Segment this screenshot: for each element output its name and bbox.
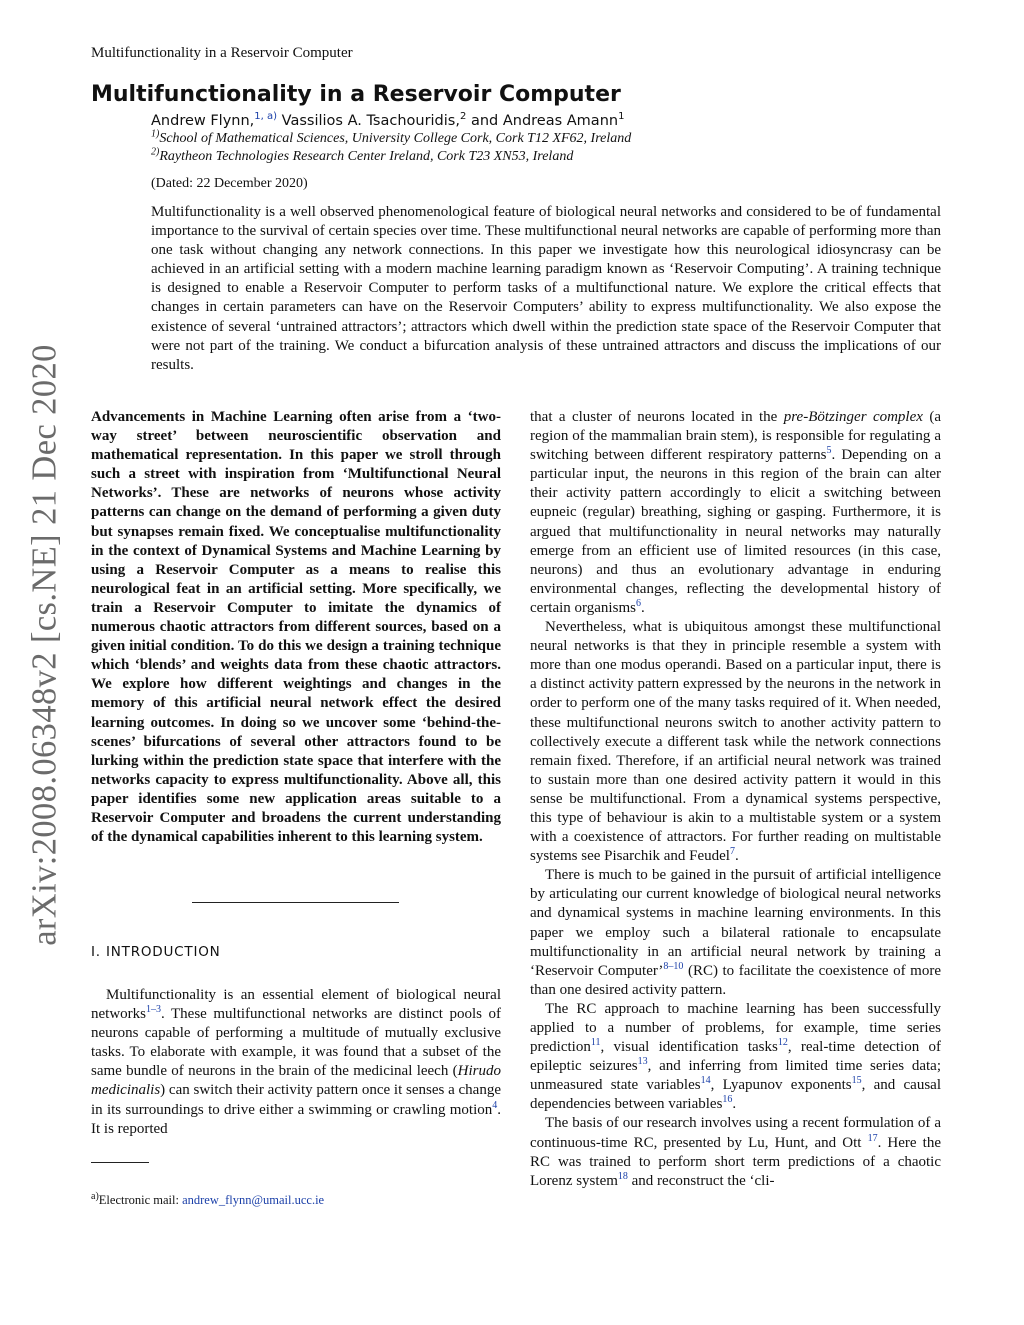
section-heading-introduction: I. INTRODUCTION — [91, 944, 221, 960]
section-divider — [192, 902, 399, 903]
citation-link[interactable]: 11 — [590, 1037, 601, 1049]
text-run: (a region of the mammalian brain stem), is responsible for regulating a switching between different respiratory patterns — [530, 409, 941, 464]
email-link[interactable]: andrew_flynn@umail.ucc.ie — [182, 1193, 325, 1207]
author-affiliation-marker: 2 — [459, 111, 467, 123]
running-head: Multifunctionality in a Reservoir Computer — [91, 45, 353, 61]
citation-link[interactable]: 7 — [729, 846, 735, 858]
affiliation-2 — [151, 146, 574, 165]
citation-link[interactable]: 13 — [637, 1056, 648, 1068]
footnote-label: Electronic mail: — [98, 1193, 183, 1207]
affiliation-text: School of Mathematical Sciences, University College Cork, Cork T12 XF62, Ireland — [159, 131, 632, 146]
citation-link[interactable]: 16 — [722, 1094, 733, 1106]
text-run: . — [734, 848, 739, 865]
citation-link[interactable]: 6 — [635, 597, 641, 609]
text-run: . These multifunctional networks are distinct pools of neurons capable of performing a multitude of mutually exclusive tasks. To elaborate with example, it was found that a subset of the same bundle of neurons in the brain of the medicinal leech ( — [91, 1006, 501, 1080]
author-affiliation-marker: 1 — [618, 111, 625, 123]
author-name: Andrew Flynn, — [151, 113, 255, 129]
affiliation-1 — [151, 128, 632, 147]
arxiv-identifier-text: arXiv:2008.06348v2 [cs.NE] 21 Dec 2020 — [25, 344, 64, 946]
affiliation-marker: 1) — [151, 128, 160, 140]
paper-title: Multifunctionality in a Reservoir Computer — [91, 82, 621, 107]
affiliation-marker: 2) — [151, 146, 160, 158]
text-run: , visual identification tasks — [600, 1039, 778, 1056]
text-run: , real-time detection of epileptic seizures — [530, 1039, 941, 1075]
affiliation-text: Raytheon Technologies Research Center Ireland, Cork T23 XN53, Ireland — [159, 149, 574, 164]
citation-link[interactable]: 12 — [777, 1037, 788, 1049]
footnote-divider — [91, 1162, 149, 1163]
author-name: and Andreas Amann — [470, 113, 619, 129]
citation-link[interactable]: 15 — [851, 1075, 862, 1087]
species-name: Hirudo medicinalis — [91, 1063, 501, 1099]
right-paragraph-1 — [530, 408, 941, 618]
left-column — [91, 408, 501, 847]
date-line: (Dated: 22 December 2020) — [151, 176, 308, 191]
arxiv-identifier — [20, 344, 70, 946]
right-paragraph-3 — [530, 866, 941, 1000]
lead-paragraph: Advancements in Machine Learning often arise from a ‘two-way street’ between neuroscientific observation and mathematical representation. In this paper we stroll through such a street with inspiration from ‘Multifunctional Neural Networks’. These are networks of neurons whose activity patterns can change on the demand of performing a given duty but synapses remain fixed. We conceptualise multifunctionality in the context of Dynamical Systems and Machine Learning by using a Reservoir Computer as a means to realise this neurological feat in an artificial setting. More specifically, we train a Reservoir Computer to imitate the dynamics of numerous chaotic attractors from different sources, based on a given initial condition. To do this we design a training technique which ‘blends’ and weights data from these chaotic attractors. We explore how different weightings and changes in the memory of this artificial neural network effect the desired learning outcomes. In doing so we uncover some ‘behind-the-scenes’ bifurcations of several other attractors found to be lurking within the prediction state space that interfere with the networks capacity to express multifunctionality. Above all, this paper identifies some new application areas suitable to a Reservoir Computer and broadens the current understanding of the dynamical capabilities inherent to this learning system. — [91, 409, 501, 846]
right-paragraph-4 — [530, 1000, 941, 1115]
right-paragraph-2 — [530, 618, 941, 866]
intro-paragraph-1 — [91, 986, 501, 1139]
text-run: (RC) to facilitate the coexistence of more than one desired activity pattern. — [530, 962, 941, 998]
author-name: Vassilios A. Tsachouridis, — [281, 113, 460, 129]
footnote — [91, 1190, 325, 1208]
citation-link[interactable]: 5 — [826, 445, 832, 457]
citation-link[interactable]: 17 — [867, 1132, 878, 1144]
text-run: that a cluster of neurons located in the — [530, 409, 784, 425]
right-paragraph-5 — [530, 1114, 941, 1190]
text-run: ) can switch their activity pattern once it senses a change in its surroundings to drive either a swimming or crawling motion — [91, 1082, 501, 1118]
right-column — [530, 408, 941, 1191]
text-run: , Lyapunov exponents — [710, 1077, 852, 1094]
introduction-paragraph — [91, 986, 501, 1139]
abstract: Multifunctionality is a well observed phenomenological feature of biological neural networks and considered to be of fundamental importance to the survival of certain species over time. These multifunctional neural networks are capable of performing more than one task without changing any network connections. In this paper we investigate how this neurological idiosyncrasy can be achieved in an artificial setting with a modern machine learning paradigm known as ‘Reservoir Computing’. A training technique is designed to enable a Reservoir Computer to perform tasks of a multifunctional nature. We explore the critical effects that changes in certain parameters can have on the Reservoir Computers’ ability to express multifunctionality. We also expose the existence of several ‘untrained attractors’; attractors which dwell within the prediction state space of the Reservoir Computer that were not part of the training. We conduct a bifurcation analysis of these untrained attractors and discuss the implications of our results. — [151, 204, 941, 373]
text-run: . — [640, 599, 645, 616]
citation-link[interactable]: 4 — [492, 1099, 498, 1111]
footnote-marker: a) — [91, 1190, 99, 1202]
text-run: The RC approach to machine learning has been successfully applied to a number of problems, for example, time series prediction — [530, 1000, 941, 1056]
text-run: There is much to be gained in the pursuit of artificial intelligence by articulating our current knowledge of biological neural networks and dynamical systems in machine learning environments. In this paper we employ such a bilateral rationale to encapsulate multifunctionality in an artificial neural network by training a ‘Reservoir Computer’ — [530, 867, 941, 979]
citation-link[interactable]: 18 — [617, 1170, 628, 1182]
author-affiliation-marker[interactable]: 1, a) — [254, 111, 278, 123]
text-run: Nevertheless, what is ubiquitous amongst these multifunctional neural networks is that they in principle resemble a system with more than one modus operandi. Based on a particular input, there is a distinct activity pattern expressed by the neurons in the network in order to perform one of the many tasks required of it. When needed, these multifunctional neurons switch to another activity pattern to collectively execute a different task while the network connections remain fixed. Therefore, if an artificial neural network was trained to sustain more than one desired activity pattern it would in this sense be multifunctional. From a dynamical systems perspective, this type of behaviour is akin to a multistable system or a system with a coexistence of attractors. For further reading on multistable systems see Pisarchik and Feudel — [530, 619, 941, 865]
citation-link[interactable]: 8–10 — [663, 960, 684, 972]
text-run: . Here the RC was trained to perform short term predictions of a chaotic Lorenz system — [530, 1134, 941, 1189]
anatomy-term: pre-Bötzinger complex — [783, 409, 923, 425]
author-list — [151, 113, 624, 129]
text-run: The basis of our research involves using a recent formulation of a continuous-time RC, presented by Lu, Hunt, and Ott — [530, 1115, 941, 1151]
text-run: and reconstruct the ‘cli- — [627, 1172, 775, 1189]
text-run: . — [732, 1096, 737, 1113]
text-run: , and inferring from limited time series data; unmeasured state variables — [530, 1058, 941, 1094]
text-run: . Depending on a particular input, the neurons in this region of the brain can alter their activity pattern accordingly to elicit a switching between eupneic (regular) breathing, sighing or gasping. Furthermore, it is argued that multifunctionality in neural networks may naturally emerge from an efficient use of limited resources (in this case, neurons) and thus an evolutionary advantage in enduring environmental changes, reflecting the developmental history of certain organisms — [530, 447, 941, 616]
text-run: , and causal dependencies between variables — [530, 1077, 941, 1113]
citation-link[interactable]: 14 — [700, 1075, 711, 1087]
text-run: . It is reported — [91, 1101, 501, 1137]
text-run: Multifunctionality is an essential element of biological neural networks — [91, 987, 501, 1023]
citation-link[interactable]: 1–3 — [146, 1004, 161, 1016]
